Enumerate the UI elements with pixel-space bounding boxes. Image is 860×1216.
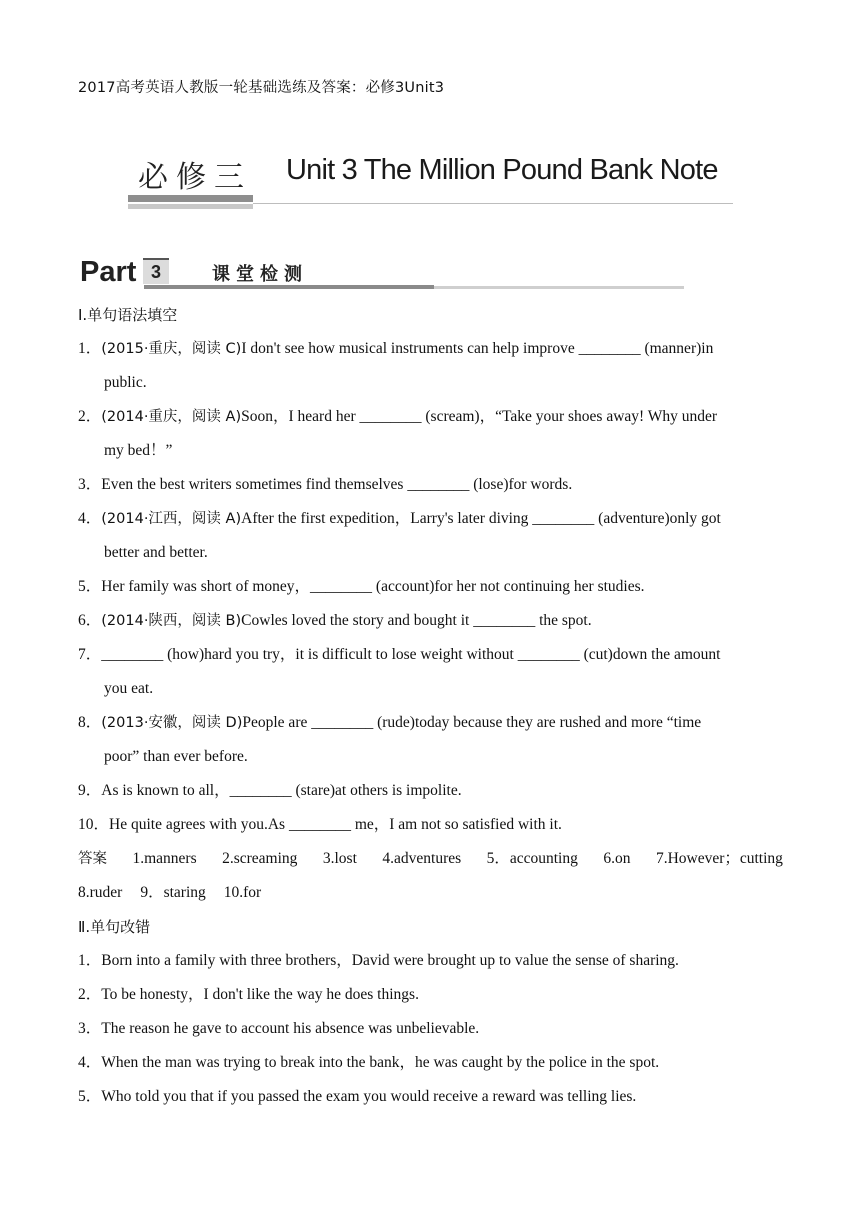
banner-bar <box>128 195 253 202</box>
question-number: 1． <box>78 340 102 357</box>
section-heading-error-correction: Ⅱ.单句改错 <box>78 918 151 936</box>
answer-item: 2.screaming <box>222 850 298 867</box>
document-title: 2017高考英语人教版一轮基础选练及答案：必修3Unit3 <box>78 80 445 96</box>
question-1 <box>78 332 783 366</box>
question-number: 6． <box>78 612 102 629</box>
question-number: 1． <box>78 952 102 969</box>
banner-bar-light <box>128 204 253 209</box>
answer-item: 10.for <box>223 884 262 901</box>
question-number: 4． <box>78 510 102 527</box>
banner-divider <box>253 203 733 204</box>
question-source: (2013·安徽，阅读 D) <box>101 715 243 731</box>
banner-chinese-title: 必修三 <box>138 160 252 195</box>
question-4-continued <box>78 536 783 570</box>
question-2 <box>78 400 783 434</box>
question-source: (2014·重庆，阅读 A) <box>101 409 242 425</box>
answer-item: 9．staring <box>140 884 206 901</box>
question-text-continued: better and better. <box>104 544 208 561</box>
banner-unit-title: Unit 3 The Million Pound Bank Note <box>286 154 718 186</box>
part-label: 课堂检测 <box>212 264 308 285</box>
answer-item: 1.manners <box>132 850 197 867</box>
question-2-continued <box>78 434 783 468</box>
correction-4 <box>78 1046 783 1080</box>
question-number: 3． <box>78 476 102 493</box>
answer-item: 5．accounting <box>486 850 578 867</box>
exercise-content <box>78 298 783 1114</box>
question-text: Who told you that if you passed the exam you would receive a reward was telling lies. <box>101 1088 637 1105</box>
question-number: 5． <box>78 1088 102 1105</box>
question-text-continued: you eat. <box>104 680 154 697</box>
question-source: (2014·陕西，阅读 B) <box>101 613 242 629</box>
question-text: ________ (how)hard you try，it is difficult to lose weight without ________ (cut)down the amount <box>101 646 721 663</box>
answer-key-continued <box>78 876 783 910</box>
question-text: People are ________ (rude)today because they are rushed and more “time <box>242 714 702 731</box>
question-1-continued <box>78 366 783 400</box>
question-7-continued <box>78 672 783 706</box>
question-text-continued: poor” than ever before. <box>104 748 248 765</box>
question-8-continued <box>78 740 783 774</box>
correction-5 <box>78 1080 783 1114</box>
question-number: 7． <box>78 646 102 663</box>
part-underline-light <box>434 286 684 289</box>
part-word: Part <box>80 256 137 288</box>
question-5 <box>78 570 783 604</box>
question-text: I don't see how musical instruments can help improve ________ (manner)in <box>241 340 714 357</box>
question-6 <box>78 604 783 638</box>
question-9 <box>78 774 783 808</box>
question-10 <box>78 808 783 842</box>
question-text-continued: public. <box>104 374 147 391</box>
question-text: He quite agrees with you.As ________ me，I am not so satisfied with it. <box>109 816 562 833</box>
section-heading-fill-blank: Ⅰ.单句语法填空 <box>78 306 178 324</box>
question-number: 3． <box>78 1020 102 1037</box>
question-number: 10． <box>78 816 110 833</box>
question-4 <box>78 502 783 536</box>
answer-item: 3.lost <box>322 850 357 867</box>
correction-2 <box>78 978 783 1012</box>
question-text: Cowles loved the story and bought it ________ the spot. <box>241 612 592 629</box>
question-number: 4． <box>78 1054 102 1071</box>
answer-item: 6.on <box>603 850 631 867</box>
question-text-continued: my bed！” <box>104 442 173 459</box>
unit-banner <box>128 150 738 220</box>
question-number: 5． <box>78 578 102 595</box>
part-underline <box>144 285 434 289</box>
question-text: To be honesty，I don't like the way he does things. <box>101 986 419 1003</box>
question-text: Born into a family with three brothers，David were brought up to value the sense of sharing. <box>101 952 679 969</box>
answer-key <box>78 842 783 876</box>
question-3 <box>78 468 783 502</box>
part-header <box>80 254 690 294</box>
question-text: As is known to all，________ (stare)at others is impolite. <box>101 782 462 799</box>
correction-3 <box>78 1012 783 1046</box>
answer-item: 7.However；cutting <box>655 850 783 867</box>
part-number-badge: 3 <box>143 258 169 284</box>
question-text: Her family was short of money，________ (account)for her not continuing her studies. <box>101 578 645 595</box>
answer-item: 4.adventures <box>382 850 462 867</box>
question-8 <box>78 706 783 740</box>
answer-label: 答案 <box>78 851 107 867</box>
question-text: The reason he gave to account his absence was unbelievable. <box>101 1020 480 1037</box>
question-text: Soon，I heard her ________ (scream)，“Take your shoes away! Why under <box>241 408 718 425</box>
question-7 <box>78 638 783 672</box>
question-text: When the man was trying to break into the bank，he was caught by the police in the spot. <box>101 1054 660 1071</box>
question-number: 2． <box>78 408 102 425</box>
question-source: (2014·江西，阅读 A) <box>101 511 242 527</box>
question-text: Even the best writers sometimes find themselves ________ (lose)for words. <box>101 476 573 493</box>
question-number: 9． <box>78 782 102 799</box>
question-source: (2015·重庆，阅读 C) <box>101 341 242 357</box>
question-number: 2． <box>78 986 102 1003</box>
answer-item: 8.ruder <box>78 884 123 901</box>
correction-1 <box>78 944 783 978</box>
question-number: 8． <box>78 714 102 731</box>
question-text: After the first expedition，Larry's later diving ________ (adventure)only got <box>241 510 721 527</box>
